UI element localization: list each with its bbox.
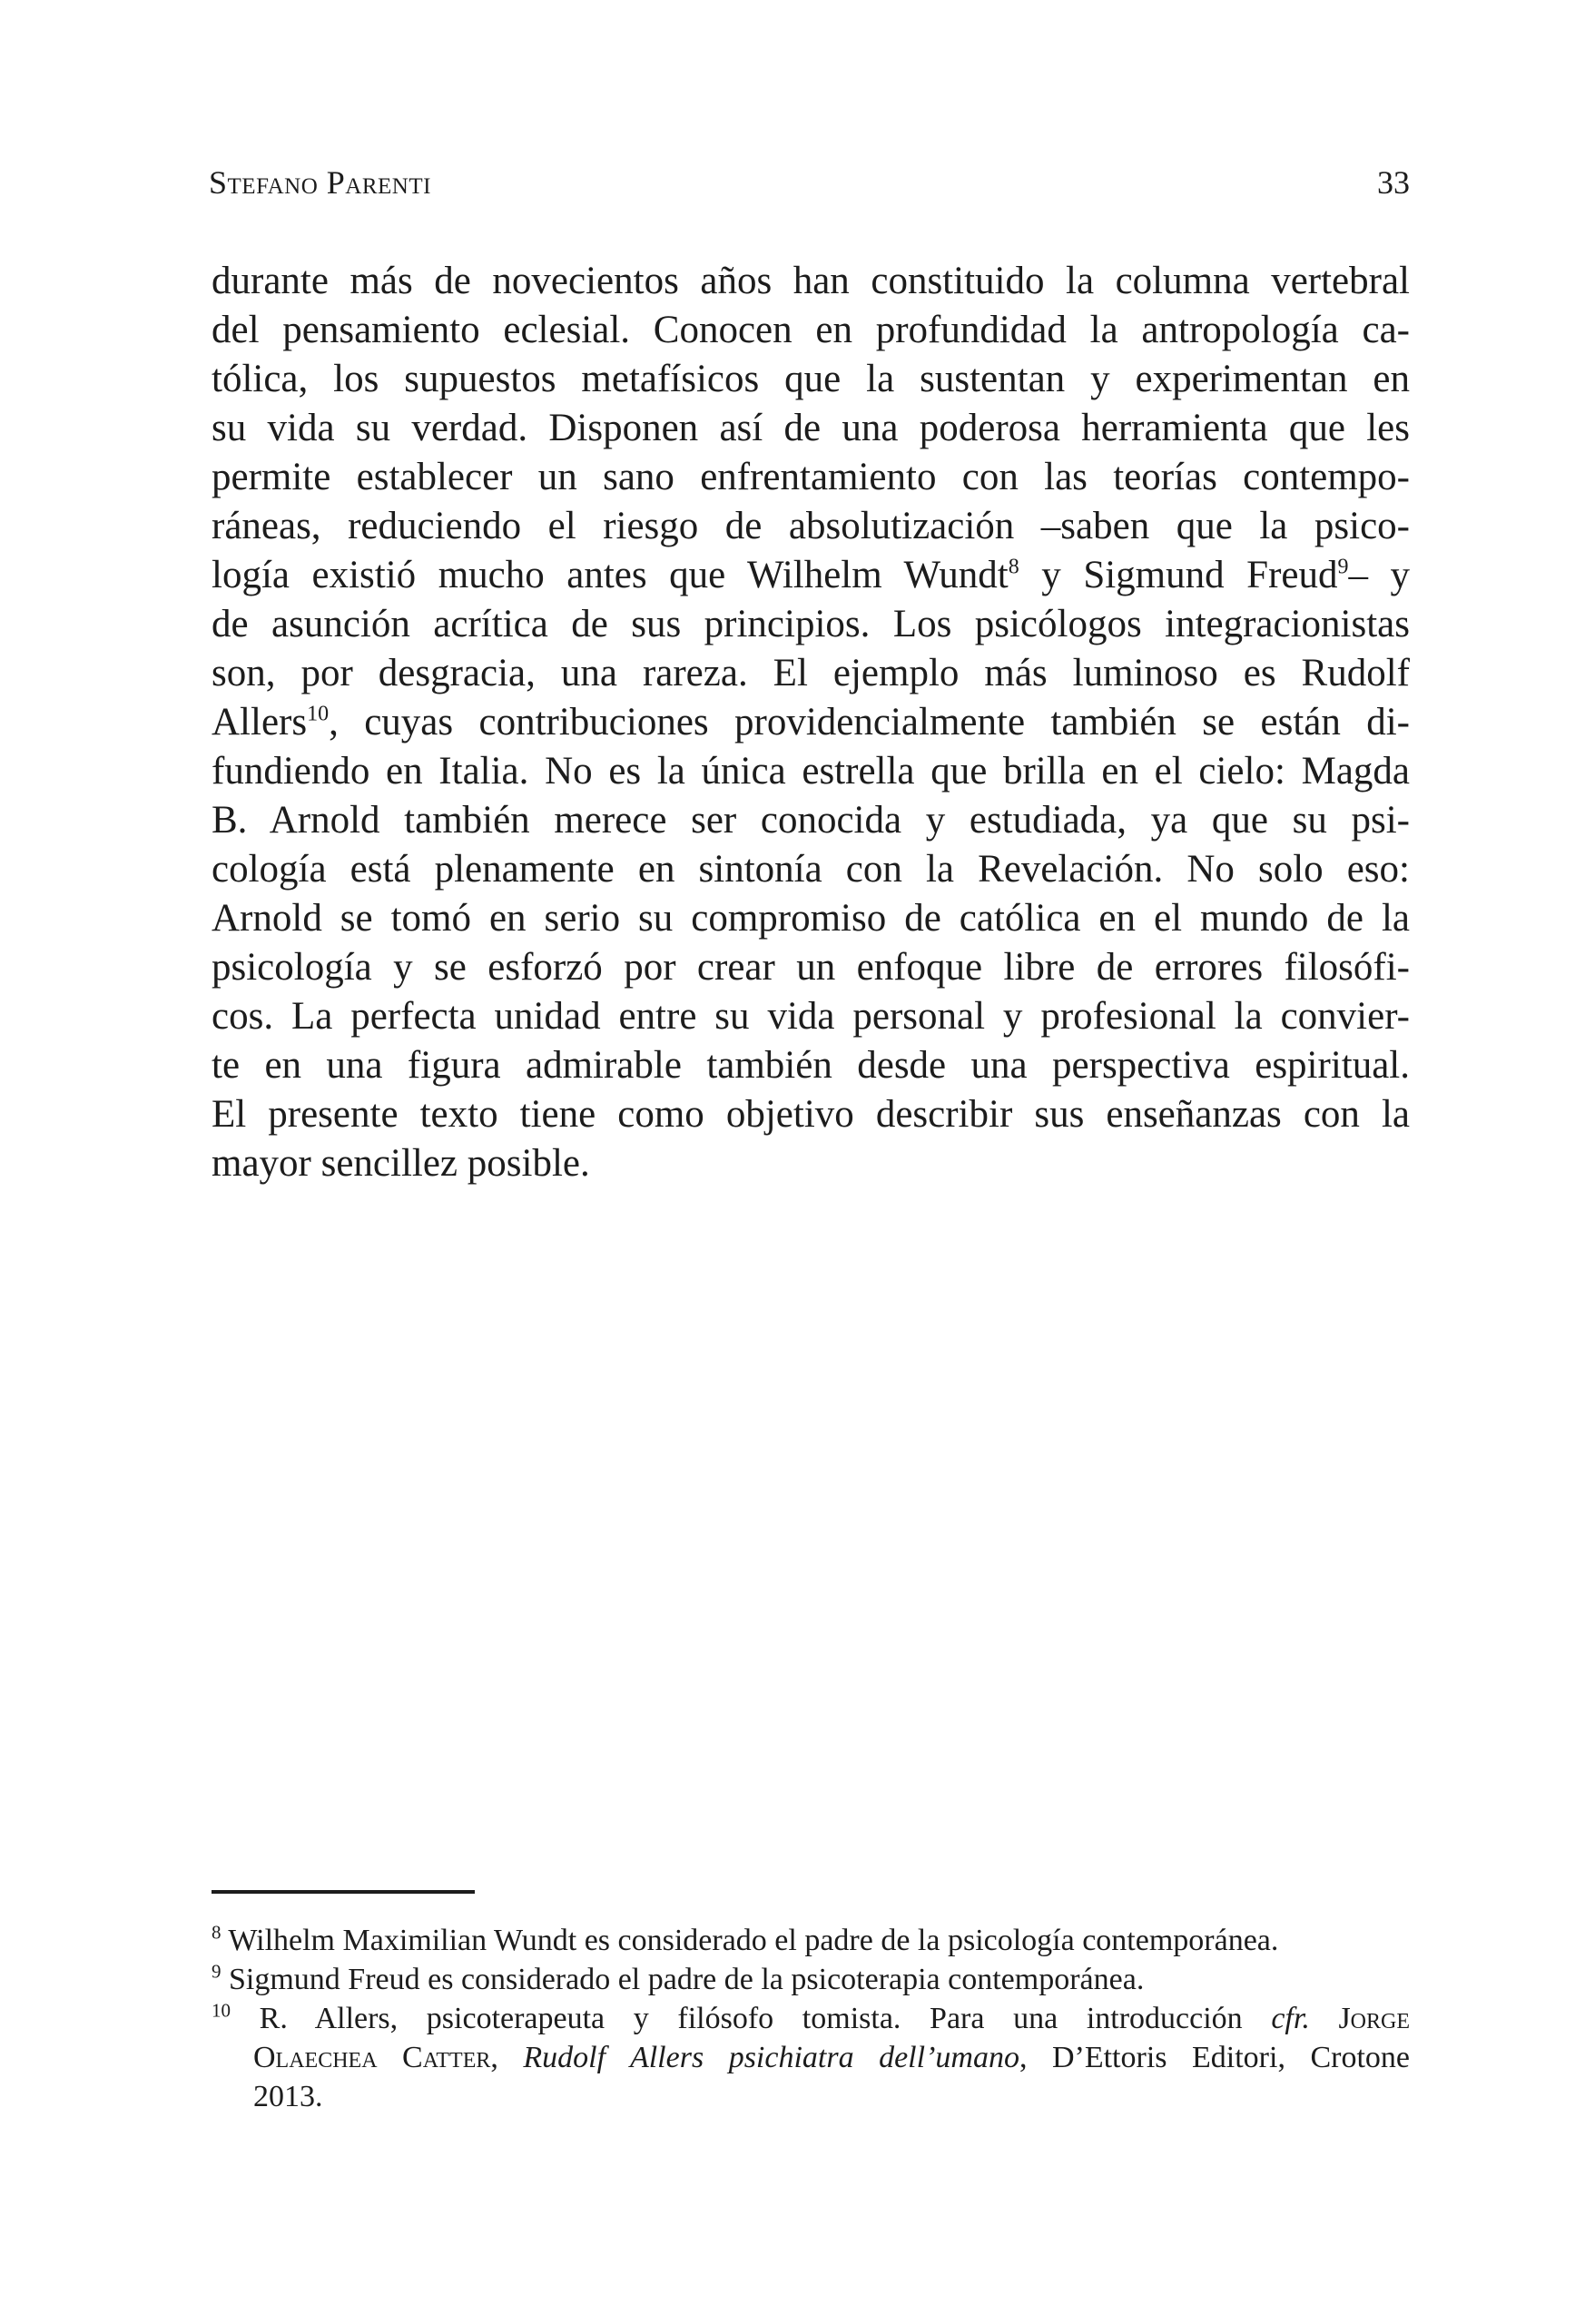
paragraph-line: permite establecer un sano enfrentamiento con las teorías contempo- (212, 456, 1410, 498)
line-text: logía existió mucho antes que Wilhelm Wundt (212, 554, 1009, 596)
paragraph-line: su vida su verdad. Disponen así de una poderosa herramienta que les (212, 407, 1410, 449)
footnote-publisher: , D’Ettoris Editori, Crotone (1019, 2041, 1410, 2074)
paragraph-line: mayor sencillez posible. (212, 1142, 590, 1185)
footnote-number: 9 (212, 1960, 222, 1983)
footnote-8 (212, 1921, 1410, 1960)
paragraph-line: te en una figura admirable también desde una perspectiva espiritual. (212, 1044, 1410, 1087)
footnote-author-first: Jorge (1338, 2002, 1411, 2035)
running-head-author: Stefano Parenti (209, 164, 431, 201)
paragraph-line: cología está plenamente en sintonía con la Revelación. No solo eso: (212, 848, 1410, 891)
paragraph-line: El presente texto tiene como objetivo describir sus enseñanzas con la (212, 1093, 1410, 1136)
paragraph-line: durante más de novecientos años han constituido la columna vertebral (212, 260, 1410, 302)
footnote-number: 8 (212, 1921, 222, 1944)
paragraph-line: psicología y se esforzó por crear un enfoque libre de errores filosófi- (212, 946, 1410, 989)
footnote-divider (212, 1890, 475, 1894)
paragraph-line: Arnold se tomó en serio su compromiso de católica en el mundo de la (212, 897, 1410, 940)
footnote-text: Sigmund Freud es considerado el padre de la psicoterapia contemporánea. (229, 1963, 1145, 1996)
paragraph-line: B. Arnold también merece ser conocida y estudiada, ya que su psi- (212, 799, 1410, 842)
running-head (209, 163, 1410, 209)
footnote-ref-8[interactable]: 8 (1008, 555, 1019, 579)
paragraph-line: cos. La perfecta unidad entre su vida personal y profesional la convier- (212, 995, 1410, 1038)
line-text: , cuyas contribuciones providencialmente también se están di- (329, 701, 1410, 743)
footnote-10 (212, 1999, 1410, 2038)
page-number: 33 (1377, 164, 1410, 201)
main-paragraph (212, 257, 1410, 1188)
paragraph-line: del pensamiento eclesial. Conocen en profundidad la antropología ca- (212, 309, 1410, 351)
line-text: y Sigmund Freud (1019, 554, 1338, 596)
footnote-ref-10[interactable]: 10 (307, 702, 330, 726)
footnote-10-cont (212, 2038, 1410, 2077)
footnote-9 (212, 1960, 1410, 1999)
footnote-number: 10 (212, 1999, 231, 2022)
footnote-10-year: 2013. (253, 2080, 323, 2113)
paragraph-line: fundiendo en Italia. No es la única estrella que brilla en el cielo: Magda (212, 750, 1410, 793)
footnote-cfr: cfr. (1271, 2002, 1310, 2035)
paragraph-line (212, 698, 1410, 747)
paragraph-line (212, 551, 1410, 600)
footnote-text: R. Allers, psicoterapeuta y filósofo tomista. Para una introducción (259, 2002, 1243, 2035)
footnote-author-last: Olaechea Catter (253, 2041, 491, 2074)
footnote-comma: , (490, 2041, 498, 2074)
footnote-text: Wilhelm Maximilian Wundt es considerado el padre de la psicología contemporánea. (228, 1924, 1279, 1957)
footnotes (212, 1921, 1410, 2116)
line-text: – y (1348, 554, 1410, 596)
paragraph-line: ráneas, reduciendo el riesgo de absolutización –saben que la psico- (212, 505, 1410, 547)
paragraph-line: de asunción acrítica de sus principios. Los psicólogos integracionistas (212, 603, 1410, 645)
line-text: Allers (212, 701, 308, 743)
paragraph-line: son, por desgracia, una rareza. El ejemplo más luminoso es Rudolf (212, 652, 1410, 694)
footnote-ref-9[interactable]: 9 (1337, 555, 1349, 579)
paragraph-line: tólica, los supuestos metafísicos que la sustentan y experimentan en (212, 358, 1410, 400)
footnote-book-title: Rudolf Allers psichiatra dell’umano (523, 2041, 1019, 2074)
